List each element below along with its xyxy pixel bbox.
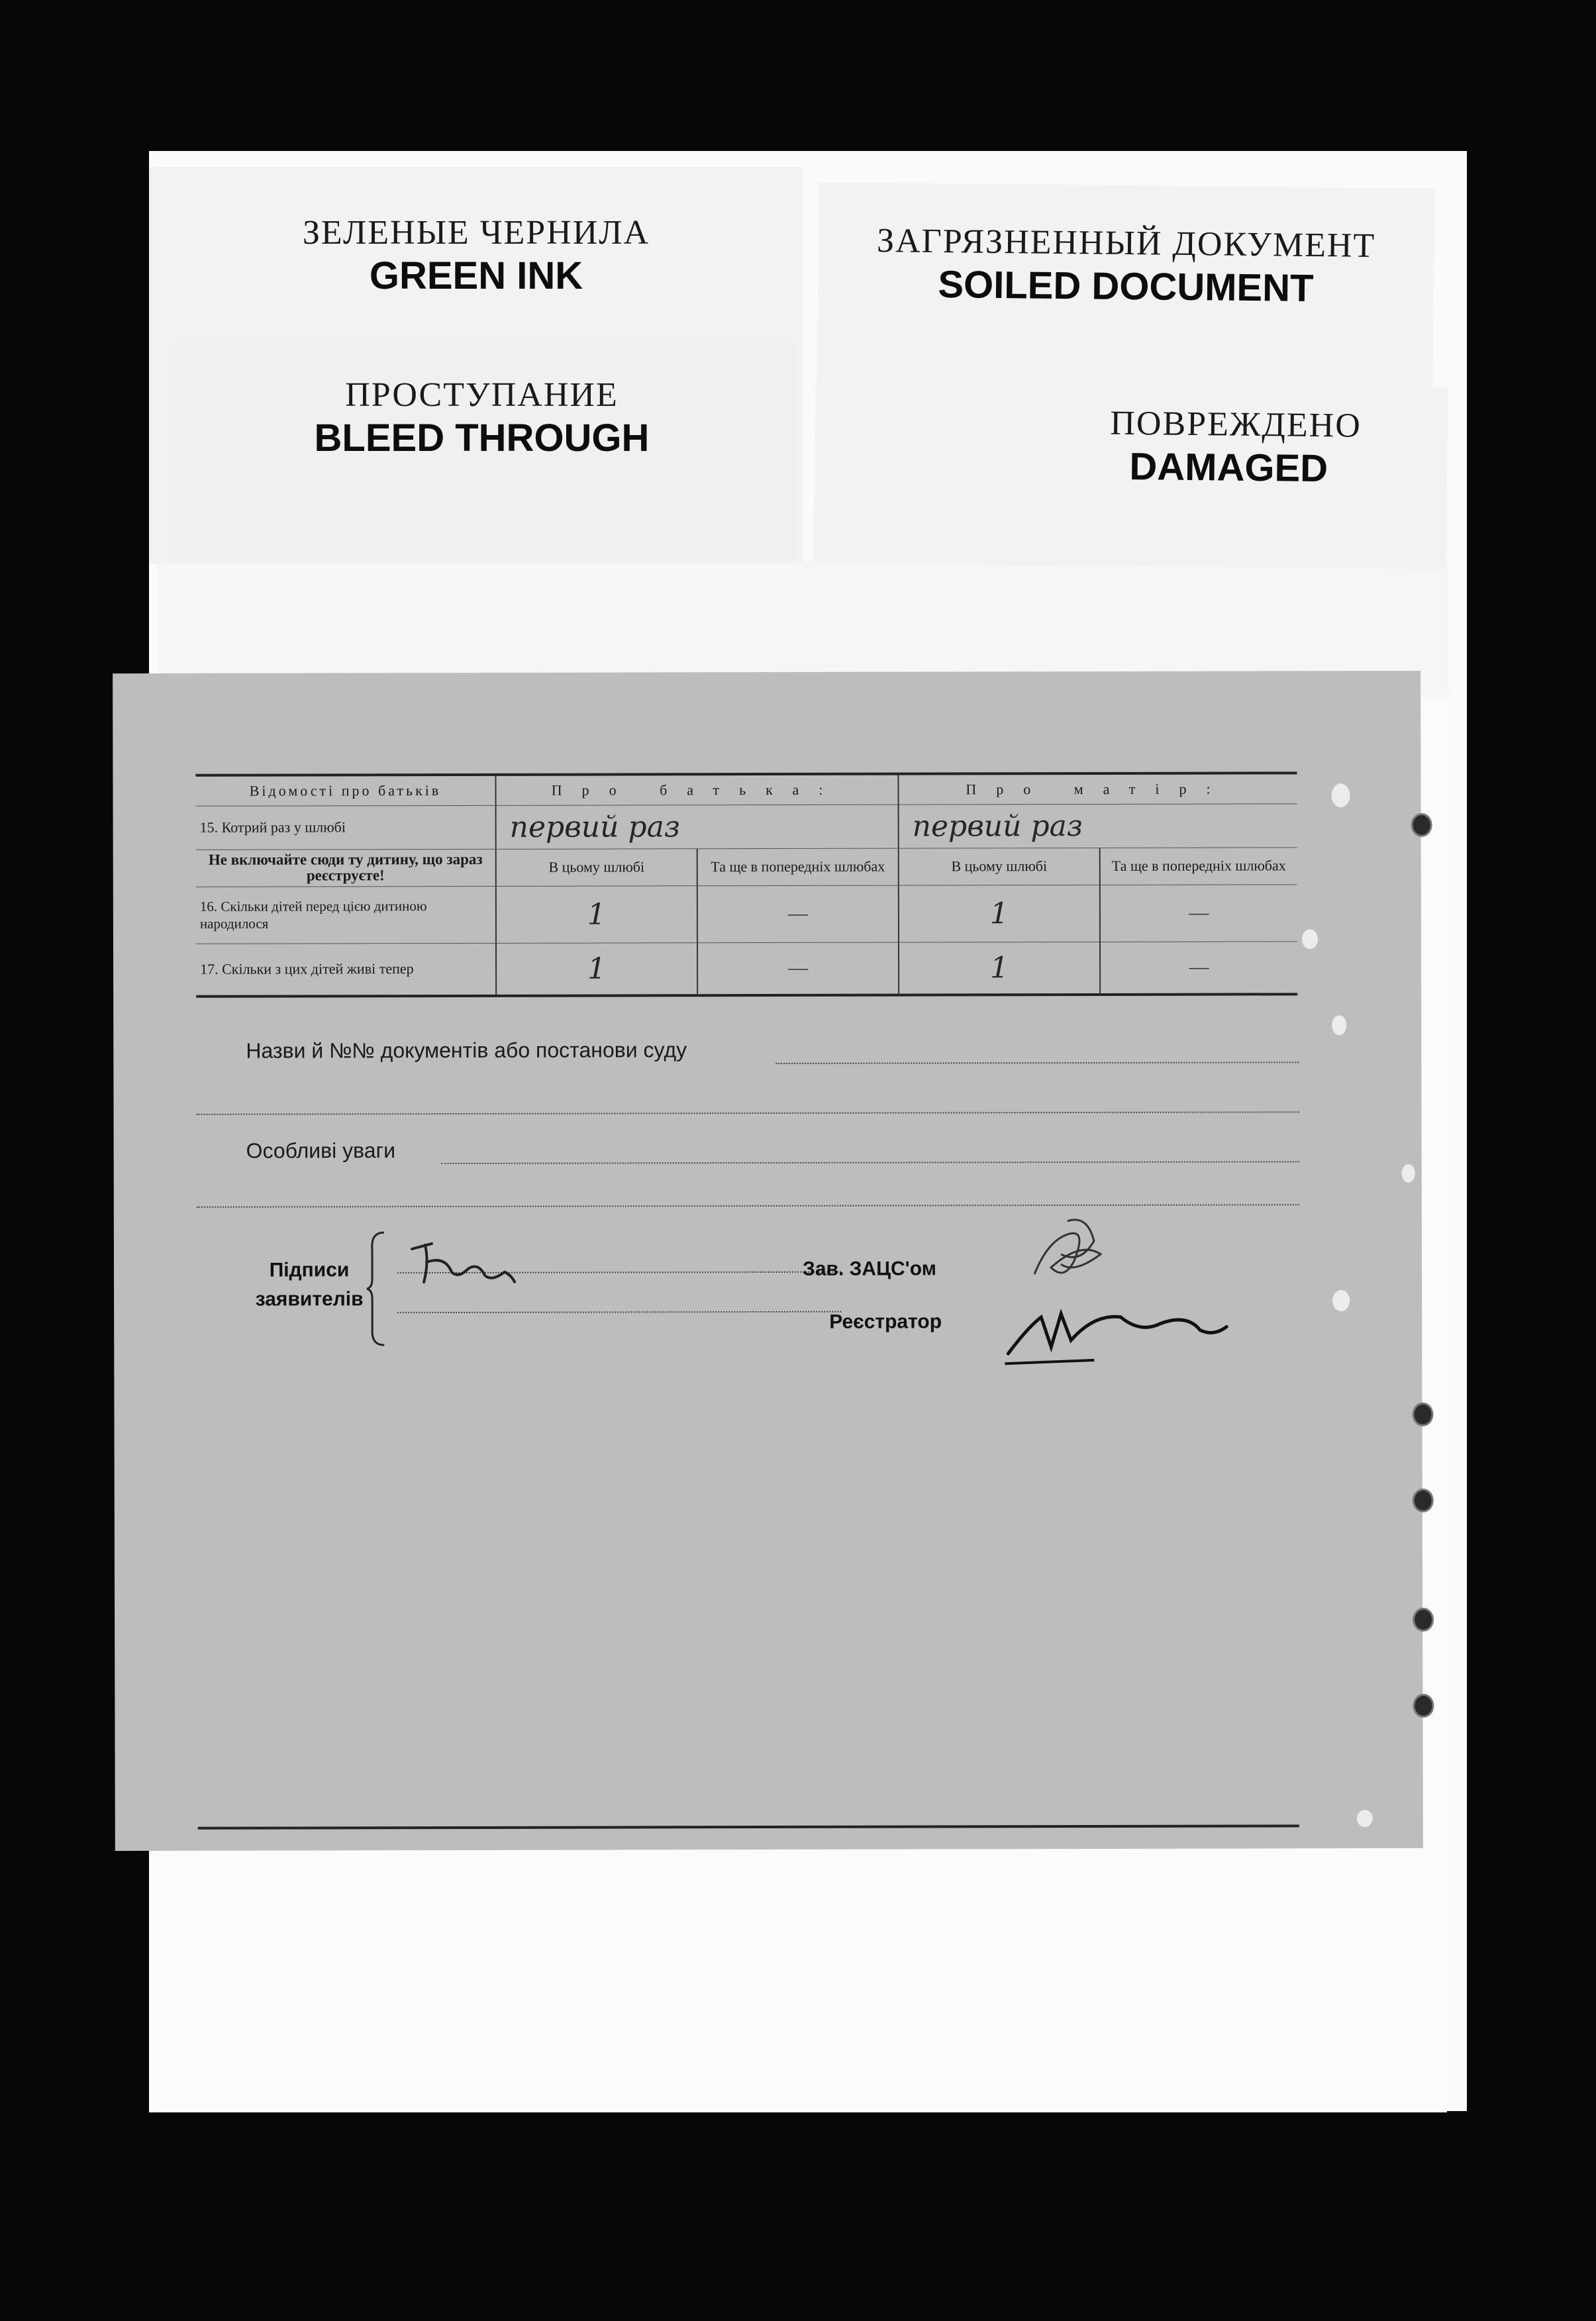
row15-label: 15. Котрий раз у шлюбі [196,805,496,850]
father-this-marriage-header: В цьому шлюбі [496,848,697,886]
bleed-through-label [169,341,795,563]
soiled-ru: ЗАГРЯЗНЕННЫЙ ДОКУМЕНТ [876,222,1376,265]
damaged-en: DAMAGED [1129,444,1328,490]
damage-spot [1402,1164,1415,1183]
registrar-signature [988,1201,1240,1367]
mother-this-marriage-header: В цьому шлюбі [899,848,1100,885]
remarks-dotted-line [442,1161,1299,1164]
table-header-row [195,773,1297,805]
documents-label: Назви й №№ документів або постанови суду [246,1038,687,1063]
row17-father-prev: — [697,942,899,996]
signatures-label-line1: Підписи [269,1259,350,1281]
signatures-label [253,1256,366,1313]
table-row-16 [196,884,1297,943]
row17-label: 17. Скільки з цих дітей живі тепер [196,943,496,997]
row16-mother-this: 1 [899,885,1100,942]
remarks-label: Особливі уваги [246,1138,396,1163]
applicant-signature-line-2 [397,1311,841,1313]
table-row-15 [196,803,1297,849]
registrar-role-label: Реєстратор [829,1310,942,1333]
header-mother: Про матір: [898,773,1297,804]
binding-hole [1413,1694,1434,1718]
signature-brace [364,1229,391,1348]
bottom-rule [198,1824,1299,1829]
row16-father-this: 1 [496,885,697,943]
row17-father-this: 1 [496,942,697,996]
documents-dotted-line [775,1062,1299,1064]
documents-dotted-line-2 [197,1111,1299,1114]
applicant-signature [405,1236,538,1302]
row17-mother-this: 1 [899,942,1100,995]
row16-mother-prev: — [1100,884,1297,942]
row16-father-prev: — [697,885,899,943]
header-parents-info: Відомості про батьків [195,775,495,806]
damaged-label [814,381,1448,569]
binding-hole [1411,813,1432,837]
father-previous-marriages-header: Та ще в попередніх шлюбах [697,848,899,886]
damage-spot [1332,1015,1346,1035]
head-role-label: Зав. ЗАЦС'ом [802,1258,936,1280]
binding-hole [1412,1403,1433,1426]
damage-spot [1332,1290,1350,1311]
row17-mother-prev: — [1100,941,1297,995]
row15-mother-value: первий раз [899,803,1297,848]
civil-record-form [113,671,1423,1851]
mother-previous-marriages-header: Та ще в попередніх шлюбах [1100,847,1297,885]
row15-father-value: первий раз [496,805,899,849]
damage-spot [1357,1810,1373,1827]
green-ink-en: GREEN INK [369,254,583,297]
damage-spot [1331,783,1350,807]
green-ink-ru: ЗЕЛЕНЫЕ ЧЕРНИЛА [302,214,650,252]
header-father: Про батька: [495,774,898,805]
binding-hole [1413,1608,1434,1632]
parents-info-table [195,771,1297,997]
damage-spot [1302,929,1318,949]
bleed-through-ru: ПРОСТУПАНИЕ [345,376,619,414]
soiled-document-label [817,182,1434,387]
table-note-row [196,847,1297,886]
bleed-through-en: BLEED THROUGH [314,416,650,460]
row16-label: 16. Скільки дітей перед цією дитиною народилося [196,886,496,944]
damaged-ru: ПОВРЕЖДЕНО [1110,404,1362,445]
signatures-label-line2: заявителів [255,1287,364,1310]
table-row-17 [196,941,1297,996]
binding-hole [1413,1489,1434,1512]
soiled-en: SOILED DOCUMENT [938,262,1314,310]
note-exclude-child: Не включайте сюди ту дитину, що зараз реєструєте! [196,849,496,887]
